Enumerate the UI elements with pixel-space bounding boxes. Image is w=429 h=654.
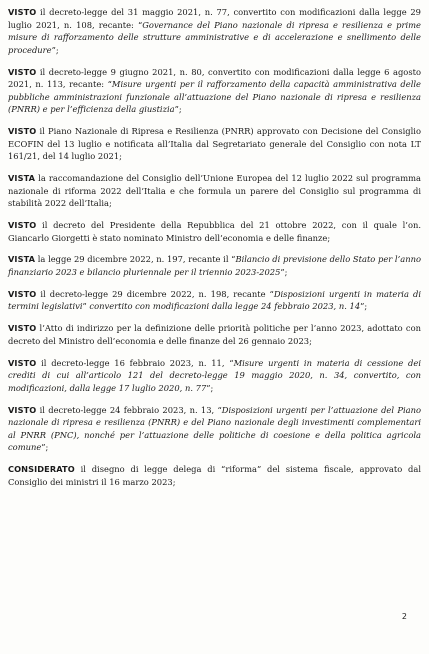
recital-text: il Piano Nazionale di Ripresa e Resilienza (PNRR) approvato con Decisione del Consiglio ECOFIN del 13 luglio e notificata all’Italia dal Segretariato generale del Consiglio con nota LT 161/21, del 14 luglio 2021; [8,126,421,162]
recital-text: il decreto del Presidente della Repubblica del 21 ottobre 2022, con il quale l’on. Giancarlo Giorgetti è stato nominato Ministro dell’economia e delle finanze; [8,220,421,243]
recital-keyword: VISTO [8,126,37,137]
recital-keyword: CONSIDERATO [8,464,75,475]
recital-paragraph [8,172,421,210]
recital-paragraph [8,219,421,244]
recital-text: ” [82,301,90,312]
recital-keyword: VISTO [8,288,37,299]
recital-text: ”; [280,267,288,278]
recital-text: il decreto-legge 29 dicembre 2022, n. 198, recante “ [36,288,274,299]
recital-keyword: VISTO [8,220,37,231]
recital-title-italic: Disposizioni urgenti per l’attuazione del Piano nazionale di ripresa e resilienza (PNRR) e del Piano nazionale degli investimenti complementari al PNRR (PNC), nonché per l’attuazione delle politiche di coesione e della politica agricola comune [8,404,421,453]
document-body [8,6,421,488]
recital-text: il decreto-legge 9 giugno 2021, n. 80, convertito con modificazioni dalla legge 6 agosto 2021, n. 113, recante: “ [8,66,421,90]
recital-text: ”; [174,104,182,115]
recital-paragraph [8,125,421,163]
recital-paragraph [8,288,421,313]
recital-paragraph [8,66,421,116]
recital-keyword: VISTA [8,173,36,184]
recital-keyword: VISTO [8,323,37,334]
recital-text: la raccomandazione del Consiglio dell’Unione Europea del 12 luglio 2022 sul programma nazionale di riforma 2022 dell’Italia e che formula un parere del Consiglio sul programma di stabilità 2022 dell’Italia; [8,173,421,209]
recital-keyword: VISTO [8,7,37,17]
recital-paragraph [8,6,421,56]
recital-title-italic: Disposizioni urgenti in materia di termini legislativi [8,288,422,312]
recital-text: ”; [41,442,49,453]
recital-keyword: VISTA [8,254,36,265]
recital-paragraph [8,322,421,347]
recital-text: ”; [360,301,368,312]
recital-text: la legge 29 dicembre 2022, n. 197, recante il “ [35,254,236,265]
recital-paragraph [8,253,421,278]
recital-title-italic: convertito con modificazioni dalla legge 24 febbraio 2023, n. 14 [89,301,361,312]
recital-keyword: VISTO [8,357,37,368]
recital-keyword: VISTO [8,66,37,77]
recital-paragraph [8,357,421,395]
recital-text: ”; [51,44,59,55]
recital-text: ”; [206,382,214,393]
recital-text: il decreto-legge del 31 maggio 2021, n. 77, convertito con modificazioni dalla legge 29 luglio 2021, n. 108, recante: “ [8,7,421,30]
recital-keyword: VISTO [8,404,37,415]
recital-title-italic: Governance del Piano nazionale di ripresa e resilienza e prime misure di rafforzamento delle strutture amministrative e di accelerazione e snellimento delle procedure [8,19,421,55]
recital-text: il decreto-legge 24 febbraio 2023, n. 13, “ [36,404,222,415]
page-number: 2 [401,612,407,622]
recital-paragraph [8,463,421,488]
recital-text: l’Atto di indirizzo per la definizione delle priorità politiche per l’anno 2023, adottato con decreto del Ministro dell’economia e delle finanze del 26 gennaio 2023; [8,323,421,346]
recital-text: il decreto-legge 16 febbraio 2023, n. 11, “ [36,357,234,368]
recital-title-italic: Bilancio di previsione dello Stato per l’anno finanziario 2023 e bilancio pluriennale per il triennio 2023-2025 [8,254,421,278]
recital-title-italic: Misure urgenti in materia di cessione dei crediti di cui all’articolo 121 del decreto-legge 19 maggio 2020, n. 34, convertito, con modificazioni, dalla legge 17 luglio 2020, n. 77 [8,357,421,393]
recital-text: il disegno di legge delega di “riforma” del sistema fiscale, approvato dal Consiglio dei ministri il 16 marzo 2023; [8,464,421,487]
recital-paragraph [8,404,421,454]
recital-title-italic: Misure urgenti per il rafforzamento della capacità amministrativa delle pubbliche amministrazioni funzionale all’attuazione del Piano nazionale di ripresa e resilienza (PNRR) e per l’efficienza della giustizia [8,79,421,115]
